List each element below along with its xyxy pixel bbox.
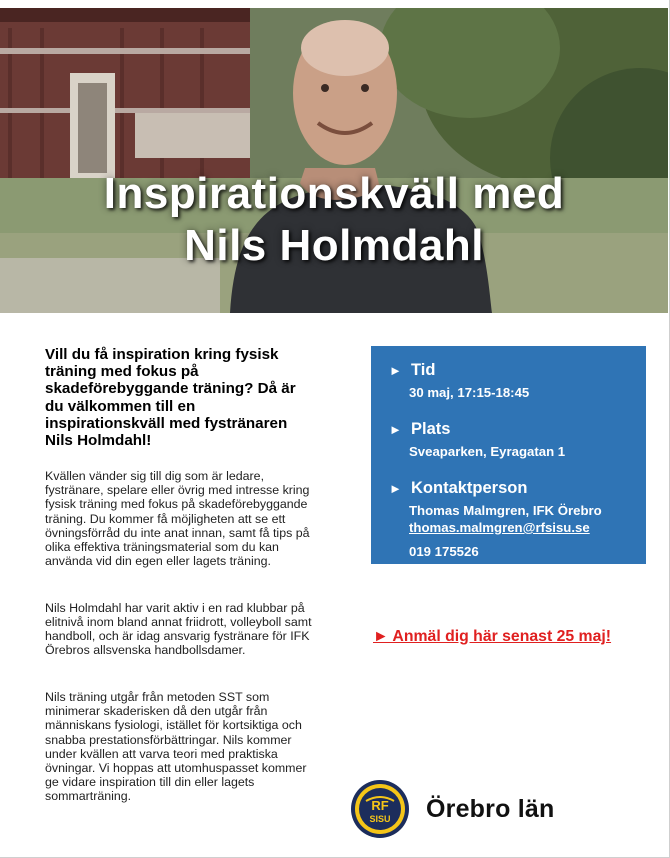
region-name: Örebro län	[426, 794, 555, 823]
time-value: 30 maj, 17:15-18:45	[409, 385, 530, 400]
hero-banner	[0, 8, 668, 313]
rf-sisu-logo	[350, 779, 554, 839]
place-section	[389, 420, 646, 460]
contact-phone: 019 175526	[409, 544, 479, 559]
place-label: Plats	[411, 420, 451, 438]
contact-email-link[interactable]: thomas.malmgren@rfsisu.se	[409, 520, 590, 535]
intro-paragraph-method: Nils träning utgår från metoden SST som minimerar skaderisken då den utgår från människans fysiologi, istället för kortsiktiga och snabba prestationsförbättringar. Nils kommer under kvällen att varva teori med praktiska övningar. Vi hoppas att utomhuspasset kommer ge vidare inspiration till din eller lagets sommarträning.	[45, 690, 307, 803]
hero-title-line2: Nils Holmdahl	[184, 221, 484, 270]
contact-label: Kontaktperson	[411, 479, 528, 497]
rf-sisu-badge-icon	[350, 779, 410, 839]
intro-lead: Vill du få inspiration kring fysisk träning med fokus på skadeförebyggande träning? Då är du välkommen till en inspirationskväll med fystränaren Nils Holmdahl!	[45, 346, 296, 450]
register-link[interactable]: ► Anmäl dig här senast 25 maj!	[373, 628, 612, 645]
event-info-box	[371, 346, 646, 564]
arrow-right-icon: ►	[389, 363, 402, 378]
badge-text-top: RF	[371, 798, 389, 813]
place-value: Sveaparken, Eyragatan 1	[409, 444, 566, 459]
arrow-right-icon: ►	[389, 422, 402, 437]
hero-title-line1: Inspirationskväll med	[103, 169, 565, 218]
contact-name: Thomas Malmgren, IFK Örebro	[409, 503, 602, 518]
hero-title	[0, 168, 668, 272]
contact-section	[389, 479, 646, 560]
intro-column	[45, 346, 317, 803]
badge-text-bottom: SISU	[369, 814, 391, 824]
intro-paragraph-audience: Kvällen vänder sig till dig som är ledare, fystränare, spelare eller övrig med intresse kring fysisk träning med fokus på skadeförebyggande träning. Du kommer få möjligheten att se ett övningsförråd du inte anat innan, samt få tips på olika effektiva träningsmaterial som du kan använda vid din egen eller lagets träning.	[45, 469, 310, 568]
arrow-right-icon: ►	[389, 481, 402, 496]
intro-paragraph-bio: Nils Holmdahl har varit aktiv i en rad klubbar på elitnivå inom bland annat friidrott, volleyboll samt handboll, och är idag ansvarig fystränare för IFK Örebros allsvenska handbollsdamer.	[45, 600, 312, 658]
time-section	[389, 361, 646, 401]
time-label: Tid	[411, 361, 436, 379]
